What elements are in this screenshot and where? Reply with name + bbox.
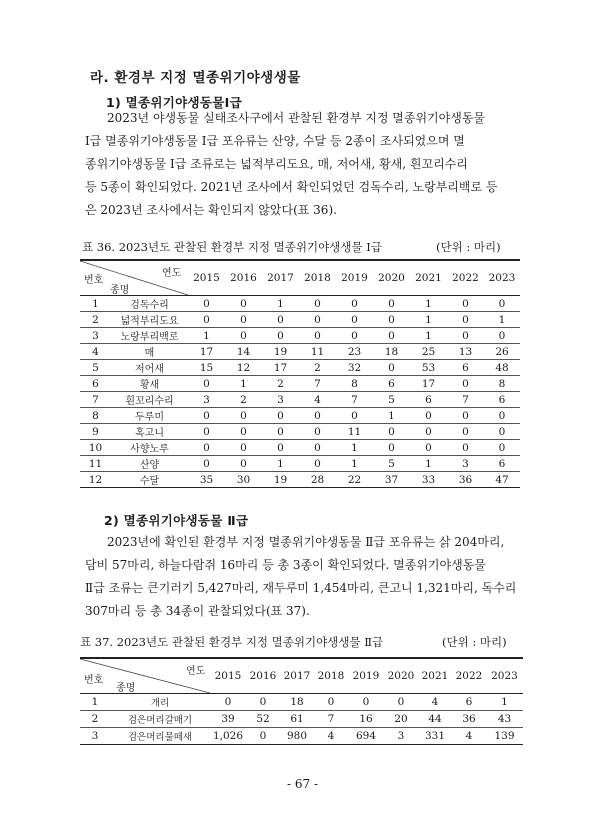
count-cell: 0	[203, 457, 210, 470]
species-name: 사향노루	[130, 444, 169, 455]
table-row	[80, 440, 520, 456]
year-header: 2017	[283, 670, 311, 682]
count-cell: 1	[240, 377, 247, 390]
subsection-2-paragraph	[85, 531, 525, 623]
table-36-caption: 표 36. 2023년도 관찰된 환경부 지정 멸종위기야생생물 Ⅰ급	[82, 240, 382, 254]
count-cell: 5	[388, 457, 395, 470]
species-name: 노랑부리백로	[120, 332, 179, 343]
count-cell: 53	[421, 361, 436, 374]
count-cell: 1	[351, 441, 358, 454]
count-cell: 1	[203, 329, 210, 342]
count-cell: 0	[397, 696, 405, 708]
paragraph-line: 종위기야생동물 Ⅰ급 조류로는 넓적부리도요, 매, 저어새, 황새, 흰꼬리수리	[85, 157, 468, 171]
count-cell: 0	[277, 425, 284, 438]
species-name: 검독수리	[130, 300, 169, 311]
year-header: 2023	[491, 670, 518, 682]
count-cell: 0	[388, 329, 395, 342]
count-cell: 48	[495, 361, 509, 374]
row-number: 5	[92, 361, 99, 374]
header-number-label: 번호	[84, 675, 104, 686]
count-cell: 0	[240, 329, 247, 342]
table-row	[80, 424, 520, 440]
count-cell: 0	[240, 297, 247, 310]
count-cell: 19	[273, 473, 288, 486]
year-header: 2015	[193, 272, 220, 284]
count-cell: 0	[462, 297, 469, 310]
count-cell: 0	[462, 441, 469, 454]
count-cell: 0	[314, 297, 321, 310]
count-cell: 15	[199, 361, 214, 374]
table-header-corner	[80, 658, 210, 694]
subsection-1-paragraph	[85, 107, 525, 222]
count-cell: 980	[286, 730, 308, 742]
count-cell: 11	[310, 345, 325, 358]
count-cell: 1,026	[212, 730, 244, 742]
count-cell: 0	[498, 409, 506, 422]
year-header: 2018	[317, 670, 345, 682]
count-cell: 0	[327, 696, 335, 708]
species-name: 두루미	[135, 412, 164, 423]
table-37-unit: (단위 : 마리)	[442, 635, 507, 649]
count-cell: 0	[388, 441, 395, 454]
table-36-unit: (단위 : 마리)	[436, 240, 501, 254]
table-row	[80, 344, 520, 360]
table-row	[80, 376, 520, 392]
count-cell: 0	[277, 441, 284, 454]
count-cell: 0	[240, 313, 247, 326]
count-cell: 0	[277, 409, 284, 422]
count-cell: 0	[277, 329, 284, 342]
species-name: 개리	[150, 698, 170, 709]
species-name: 검은머리물떼새	[127, 732, 193, 743]
count-cell: 1	[425, 329, 432, 342]
count-cell: 0	[425, 425, 432, 438]
count-cell: 0	[314, 441, 321, 454]
header-year-label: 연도	[186, 666, 206, 677]
count-cell: 44	[428, 713, 442, 725]
count-cell: 0	[314, 425, 321, 438]
count-cell: 18	[290, 696, 304, 708]
table-row	[80, 408, 520, 424]
count-cell: 16	[359, 713, 373, 725]
count-cell: 0	[388, 297, 395, 310]
paragraph-line: 담비 57마리, 하늘다람쥐 16마리 등 총 3종이 확인되었다. 멸종위기야생동물	[85, 558, 486, 572]
species-name: 저어새	[135, 364, 164, 375]
count-cell: 0	[388, 313, 395, 326]
count-cell: 0	[240, 457, 247, 470]
count-cell: 0	[462, 409, 469, 422]
year-header: 2017	[267, 272, 294, 284]
count-cell: 0	[224, 696, 232, 708]
count-cell: 61	[290, 713, 304, 725]
count-cell: 7	[351, 393, 358, 406]
count-cell: 36	[458, 473, 473, 486]
count-cell: 0	[259, 696, 267, 708]
count-cell: 0	[240, 409, 247, 422]
count-cell: 28	[310, 473, 325, 486]
count-cell: 2	[240, 393, 247, 406]
count-cell: 17	[421, 377, 436, 390]
row-number: 11	[88, 457, 103, 470]
count-cell: 1	[501, 696, 508, 708]
count-cell: 7	[314, 377, 321, 390]
count-cell: 4	[431, 696, 439, 708]
table-row	[80, 296, 520, 312]
count-cell: 3	[397, 730, 405, 742]
count-cell: 30	[236, 473, 251, 486]
year-header: 2021	[415, 272, 442, 284]
paragraph-line: 307마리 등 총 34종이 관찰되었다(표 37).	[85, 604, 310, 618]
count-cell: 0	[498, 329, 506, 342]
count-cell: 1	[351, 457, 358, 470]
count-cell: 47	[495, 473, 509, 486]
count-cell: 12	[236, 361, 251, 374]
count-cell: 0	[351, 313, 358, 326]
count-cell: 0	[425, 409, 432, 422]
row-number: 4	[92, 345, 99, 358]
year-header: 2021	[421, 670, 449, 682]
table-header-corner	[80, 260, 188, 296]
year-header: 2018	[304, 272, 331, 284]
count-cell: 7	[327, 713, 335, 725]
count-cell: 6	[425, 393, 432, 406]
count-cell: 0	[462, 329, 469, 342]
count-cell: 19	[273, 345, 288, 358]
count-cell: 14	[236, 345, 251, 358]
count-cell: 3	[462, 457, 469, 470]
count-cell: 1	[425, 457, 432, 470]
row-number: 3	[91, 730, 99, 742]
count-cell: 0	[425, 441, 432, 454]
header-species-label: 종명	[116, 683, 136, 694]
row-number: 10	[88, 441, 103, 454]
count-cell: 0	[203, 297, 210, 310]
count-cell: 6	[462, 361, 469, 374]
year-header: 2019	[341, 272, 368, 284]
year-header: 2015	[214, 670, 242, 682]
count-cell: 0	[462, 425, 469, 438]
count-cell: 0	[203, 377, 210, 390]
count-cell: 39	[221, 713, 235, 725]
year-header: 2023	[488, 272, 516, 284]
count-cell: 0	[240, 425, 247, 438]
table-row	[80, 456, 520, 472]
count-cell: 1	[425, 313, 432, 326]
count-cell: 3	[203, 393, 210, 406]
count-cell: 0	[362, 696, 370, 708]
count-cell: 8	[351, 377, 358, 390]
count-cell: 4	[327, 730, 335, 742]
count-cell: 0	[462, 377, 469, 390]
count-cell: 11	[347, 425, 362, 438]
paragraph-line: 등 5종이 확인되었다. 2021년 조사에서 확인되었던 검독수리, 노랑부리백로 등	[85, 180, 498, 194]
count-cell: 26	[495, 345, 509, 358]
row-number: 2	[92, 313, 99, 326]
table-row	[80, 392, 520, 408]
row-number: 2	[91, 713, 99, 725]
count-cell: 25	[421, 345, 436, 358]
row-number: 1	[92, 297, 99, 310]
count-cell: 13	[458, 345, 473, 358]
count-cell: 0	[388, 361, 395, 374]
count-cell: 6	[498, 393, 506, 406]
table-row	[80, 728, 523, 745]
table-37	[80, 657, 523, 745]
table-36	[80, 259, 520, 488]
count-cell: 52	[256, 713, 270, 725]
species-name: 수달	[139, 476, 160, 487]
count-cell: 0	[259, 730, 267, 742]
count-cell: 4	[465, 730, 473, 742]
count-cell: 2	[314, 361, 321, 374]
count-cell: 2	[277, 377, 284, 390]
species-name: 혹고니	[135, 428, 164, 439]
row-number: 12	[88, 473, 103, 486]
species-name: 매	[144, 348, 155, 359]
paragraph-line: 2023년에 확인된 환경부 지정 멸종위기야생동물 Ⅱ급 포유류는 삵 204마리,	[107, 535, 505, 549]
row-number: 6	[92, 377, 99, 390]
species-name: 황새	[139, 380, 160, 391]
count-cell: 6	[498, 457, 506, 470]
count-cell: 5	[388, 393, 395, 406]
count-cell: 139	[494, 730, 515, 742]
count-cell: 0	[388, 425, 395, 438]
count-cell: 0	[314, 457, 321, 470]
count-cell: 0	[240, 441, 247, 454]
count-cell: 32	[347, 361, 362, 374]
header-species-label: 종명	[110, 285, 130, 296]
count-cell: 17	[273, 361, 288, 374]
table-row	[80, 472, 520, 488]
table-row	[80, 328, 520, 344]
count-cell: 1	[425, 297, 432, 310]
table-row	[80, 711, 523, 728]
row-number: 3	[92, 329, 99, 342]
species-name: 검은머리갈매기	[127, 715, 193, 726]
count-cell: 33	[421, 473, 436, 486]
year-header: 2022	[455, 670, 483, 682]
year-header: 2016	[230, 272, 257, 284]
count-cell: 0	[351, 297, 358, 310]
count-cell: 0	[203, 409, 210, 422]
count-cell: 3	[277, 393, 284, 406]
row-number: 7	[92, 393, 99, 406]
count-cell: 1	[277, 457, 284, 470]
count-cell: 1	[277, 297, 284, 310]
count-cell: 331	[424, 730, 446, 742]
count-cell: 0	[314, 313, 321, 326]
count-cell: 0	[203, 313, 210, 326]
count-cell: 23	[347, 345, 362, 358]
count-cell: 0	[498, 425, 506, 438]
section-title: 라. 환경부 지정 멸종위기야생생물	[90, 70, 301, 86]
paragraph-line: 2023년 야생동물 실태조사구에서 관찰된 환경부 지정 멸종위기야생동물	[107, 111, 486, 125]
header-year-label: 연도	[162, 268, 182, 279]
count-cell: 0	[351, 329, 358, 342]
species-name: 흰꼬리수리	[125, 396, 174, 407]
count-cell: 6	[465, 696, 473, 708]
subsection-2-title: 2) 멸종위기야생동물 Ⅱ급	[104, 513, 249, 528]
count-cell: 0	[203, 441, 210, 454]
year-header: 2016	[249, 670, 277, 682]
paragraph-line: Ⅰ급 멸종위기야생동물 Ⅰ급 포유류는 산양, 수달 등 2종이 조사되었으며 멸	[85, 134, 465, 148]
count-cell: 0	[462, 313, 469, 326]
count-cell: 20	[394, 713, 408, 725]
count-cell: 0	[498, 441, 506, 454]
table-row	[80, 694, 523, 711]
table-row	[80, 312, 520, 328]
year-header: 2022	[452, 272, 479, 284]
year-header: 2019	[352, 670, 380, 682]
count-cell: 1	[388, 409, 395, 422]
row-number: 8	[92, 409, 99, 422]
count-cell: 36	[462, 713, 476, 725]
count-cell: 43	[497, 713, 512, 725]
count-cell: 0	[203, 425, 210, 438]
count-cell: 8	[498, 377, 506, 390]
count-cell: 22	[347, 473, 362, 486]
count-cell: 6	[388, 377, 395, 390]
row-number: 1	[91, 696, 99, 708]
count-cell: 0	[498, 297, 506, 310]
count-cell: 1	[498, 313, 506, 326]
page-number: - 67 -	[286, 777, 318, 791]
count-cell: 694	[355, 730, 377, 742]
row-number: 9	[92, 425, 99, 438]
count-cell: 0	[314, 409, 321, 422]
count-cell: 18	[384, 345, 399, 358]
year-header: 2020	[387, 670, 415, 682]
count-cell: 4	[314, 393, 321, 406]
count-cell: 35	[199, 473, 214, 486]
subsection-1-title: 1) 멸종위기야생동물Ⅰ급	[106, 95, 242, 110]
paragraph-line: Ⅱ급 조류는 큰기러기 5,427마리, 재두루미 1,454마리, 큰고니 1,321마리, 독수리	[85, 581, 517, 595]
table-row	[80, 360, 520, 376]
count-cell: 0	[351, 409, 358, 422]
count-cell: 0	[277, 313, 284, 326]
species-name: 산양	[139, 460, 160, 471]
paragraph-line: 은 2023년 조사에서는 확인되지 않았다(표 36).	[85, 203, 337, 217]
count-cell: 17	[199, 345, 214, 358]
count-cell: 37	[384, 473, 399, 486]
count-cell: 7	[462, 393, 469, 406]
table-37-caption: 표 37. 2023년도 관찰된 환경부 지정 멸종위기야생생물 Ⅱ급	[80, 635, 384, 649]
year-header: 2020	[378, 272, 405, 284]
species-name: 넓적부리도요	[120, 316, 179, 327]
header-number-label: 번호	[84, 275, 104, 286]
count-cell: 0	[314, 329, 321, 342]
